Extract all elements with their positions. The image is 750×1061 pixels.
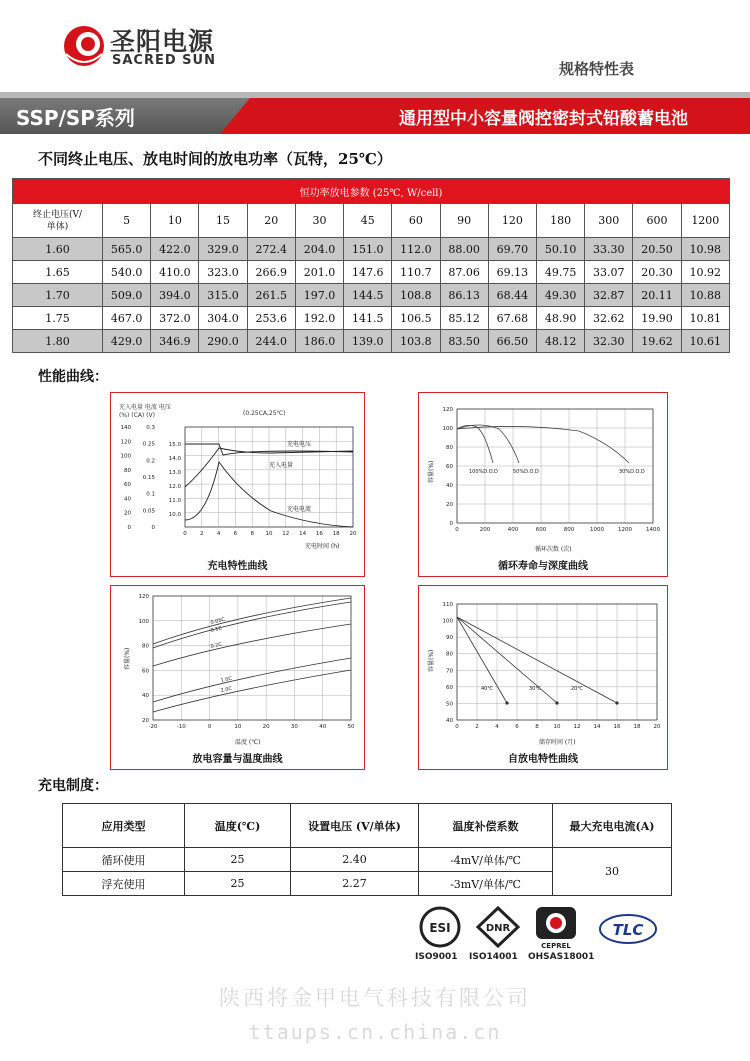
x-tick-label: 1000 bbox=[590, 527, 604, 533]
power-value-cell: 110.7 bbox=[392, 261, 440, 284]
power-value-cell: 244.0 bbox=[247, 330, 295, 353]
curve-02c-label: 0.2C bbox=[210, 641, 223, 650]
charge-condition: (0.25CA,25℃) bbox=[243, 410, 286, 417]
self-30c-line bbox=[457, 617, 557, 703]
power-value-cell: 323.0 bbox=[199, 261, 247, 284]
y-tick-label: 50 bbox=[446, 701, 453, 708]
power-value-cell: 261.5 bbox=[247, 284, 295, 307]
power-value-cell: 346.9 bbox=[151, 330, 199, 353]
cell-comp: -3mV/单体/℃ bbox=[419, 872, 553, 896]
x-tick-label: 4 bbox=[216, 531, 221, 537]
y-tick-label: 80 bbox=[446, 445, 453, 451]
watermark-site: ttaups.cn.china.cn bbox=[248, 1020, 502, 1044]
cell-comp: -4mV/单体/℃ bbox=[419, 848, 553, 872]
iso9001-label: ISO9001 bbox=[415, 952, 458, 962]
ceprel-cert-icon bbox=[532, 905, 580, 949]
self-discharge-panel bbox=[418, 585, 668, 770]
time-header-cell: 45 bbox=[344, 204, 392, 238]
x-tick-label: 14 bbox=[299, 531, 307, 537]
brand-name-en: SACRED SUN bbox=[112, 53, 216, 68]
y-tick-label: 100 bbox=[442, 426, 453, 432]
temp-30-label: 30℃ bbox=[529, 686, 541, 692]
x-tick-label: 10 bbox=[234, 724, 242, 730]
x-tick-label: 1400 bbox=[646, 527, 660, 533]
y-tick-label: 80 bbox=[142, 643, 149, 650]
power-value-cell: 69.13 bbox=[488, 261, 536, 284]
power-value-cell: 50.10 bbox=[536, 238, 584, 261]
time-header-cell: 20 bbox=[247, 204, 295, 238]
hdr-comp: 温度补偿系数 bbox=[419, 804, 553, 848]
power-value-cell: 329.0 bbox=[199, 238, 247, 261]
power-value-cell: 10.88 bbox=[681, 284, 729, 307]
cycle-y-label: 容量(%) bbox=[428, 460, 435, 483]
series-voltage-label: 充电电压 bbox=[287, 441, 312, 448]
y-tick-label: 100 bbox=[120, 453, 131, 460]
x-tick-label: 12 bbox=[573, 724, 581, 730]
power-value-cell: 253.6 bbox=[247, 307, 295, 330]
curve-20c-label: 2.0C bbox=[220, 685, 233, 694]
power-value-cell: 141.5 bbox=[344, 307, 392, 330]
power-value-cell: 49.30 bbox=[536, 284, 584, 307]
x-tick-label: 16 bbox=[315, 531, 323, 537]
hdr-temp: 温度(℃) bbox=[185, 804, 291, 848]
time-header-cell: 120 bbox=[488, 204, 536, 238]
power-row bbox=[13, 238, 730, 261]
x-tick-label: -10 bbox=[176, 724, 186, 730]
x-tick-label: 600 bbox=[535, 527, 547, 533]
temp-plot-frame bbox=[153, 596, 351, 720]
time-header-cell: 60 bbox=[392, 204, 440, 238]
self-discharge-title: 自放电特性曲线 bbox=[508, 754, 578, 765]
y-tick-label: 40 bbox=[446, 718, 453, 724]
power-value-cell: 85.12 bbox=[440, 307, 488, 330]
y2-tick-label: 0 bbox=[151, 525, 155, 531]
power-value-cell: 88.00 bbox=[440, 238, 488, 261]
temp-curve-panel bbox=[110, 585, 365, 770]
y2-tick-label: 0.1 bbox=[146, 491, 155, 498]
cell-type: 循环使用 bbox=[63, 848, 185, 872]
x-tick-label: 4 bbox=[495, 724, 499, 730]
cycle-x-label: 循环次数 (次) bbox=[535, 546, 572, 553]
self-y-label: 容量(%) bbox=[428, 649, 435, 672]
x-tick-label: 800 bbox=[563, 527, 575, 533]
y-tick-label: 40 bbox=[446, 483, 453, 489]
dnr-cert-icon bbox=[474, 905, 522, 949]
brand-name-cn: 圣阳电源 bbox=[110, 27, 215, 56]
x-tick-label: 0 bbox=[455, 724, 459, 730]
time-header-cell: 1200 bbox=[681, 204, 729, 238]
iso14001-label: ISO14001 bbox=[469, 952, 518, 962]
charge-hdr1: 充入电量 电流 电压 bbox=[119, 404, 171, 411]
y-tick-label: 60 bbox=[124, 482, 131, 489]
dod-50-label: 50%D.O.D bbox=[513, 469, 539, 475]
y-tick-label: 120 bbox=[442, 407, 453, 413]
y3-tick-label: 10.0 bbox=[168, 512, 181, 518]
power-row bbox=[13, 330, 730, 353]
power-value-cell: 106.5 bbox=[392, 307, 440, 330]
x-tick-label: 10 bbox=[265, 531, 273, 537]
y-tick-label: 60 bbox=[446, 684, 453, 691]
power-value-cell: 87.06 bbox=[440, 261, 488, 284]
power-value-cell: 197.0 bbox=[295, 284, 343, 307]
cycle-100dod-line bbox=[457, 425, 493, 463]
y3-tick-label: 11.0 bbox=[168, 498, 181, 504]
y-tick-label: 120 bbox=[138, 594, 149, 600]
y-tick-label: 80 bbox=[124, 467, 131, 474]
power-value-cell: 429.0 bbox=[103, 330, 151, 353]
power-value-cell: 147.6 bbox=[344, 261, 392, 284]
doc-type-label: 规格特性表 bbox=[558, 60, 634, 78]
x-tick-label: 10 bbox=[553, 724, 561, 730]
x-tick-label: 12 bbox=[282, 531, 290, 537]
temp-02c-line bbox=[153, 624, 351, 666]
self-discharge-chart bbox=[419, 586, 669, 751]
y2-tick-label: 0.3 bbox=[146, 425, 155, 431]
temp-x-label: 温度 (℃) bbox=[235, 739, 261, 746]
dod-100-label: 100%D.O.D bbox=[469, 469, 498, 475]
x-tick-label: 0 bbox=[207, 724, 212, 730]
temp-y-label: 容量(%) bbox=[124, 647, 131, 670]
x-tick-label: 14 bbox=[593, 724, 601, 730]
temp-20-label: 20℃ bbox=[571, 686, 583, 692]
y-tick-label: 100 bbox=[442, 618, 453, 625]
power-value-cell: 144.5 bbox=[344, 284, 392, 307]
brand-logo bbox=[62, 20, 222, 75]
charge-section-title: 充电制度： bbox=[38, 778, 108, 794]
x-tick-label: 50 bbox=[347, 724, 355, 730]
self-20c-end-point bbox=[615, 701, 618, 704]
ceprel-text: CEPREL bbox=[541, 942, 571, 949]
temp-curve-chart bbox=[111, 586, 366, 751]
power-value-cell: 422.0 bbox=[151, 238, 199, 261]
power-value-cell: 266.9 bbox=[247, 261, 295, 284]
x-tick-label: 20 bbox=[262, 724, 270, 730]
voltage-cell: 1.75 bbox=[13, 307, 103, 330]
tlc-cert-icon bbox=[598, 909, 658, 949]
voltage-cell: 1.60 bbox=[13, 238, 103, 261]
cell-voltage: 2.40 bbox=[291, 848, 419, 872]
power-value-cell: 410.0 bbox=[151, 261, 199, 284]
power-value-cell: 186.0 bbox=[295, 330, 343, 353]
x-tick-label: 400 bbox=[507, 527, 519, 533]
power-value-cell: 204.0 bbox=[295, 238, 343, 261]
charge-regime-table bbox=[62, 803, 672, 896]
power-value-cell: 108.8 bbox=[392, 284, 440, 307]
power-value-cell: 192.0 bbox=[295, 307, 343, 330]
y-tick-label: 60 bbox=[446, 464, 453, 470]
cycle-curve-title: 循环寿命与深度曲线 bbox=[498, 561, 588, 572]
power-row bbox=[13, 307, 730, 330]
power-table bbox=[12, 178, 730, 353]
series-title: SSP/SP系列 bbox=[16, 106, 135, 130]
x-tick-label: 2 bbox=[200, 531, 204, 537]
power-value-cell: 315.0 bbox=[199, 284, 247, 307]
y-tick-label: 20 bbox=[142, 718, 149, 724]
cycle-30dod-line bbox=[457, 426, 629, 463]
hdr-max-current: 最大充电电流(A) bbox=[553, 804, 672, 848]
y-tick-label: 60 bbox=[142, 668, 149, 675]
y-tick-label: 0 bbox=[127, 525, 131, 531]
power-value-cell: 49.75 bbox=[536, 261, 584, 284]
x-tick-label: 20 bbox=[653, 724, 661, 730]
y3-tick-label: 15.0 bbox=[168, 442, 181, 448]
time-header-cell: 90 bbox=[440, 204, 488, 238]
power-value-cell: 33.07 bbox=[585, 261, 633, 284]
power-value-cell: 10.98 bbox=[681, 238, 729, 261]
watermark-company: 陕西将金甲电气科技有限公司 bbox=[219, 986, 531, 1010]
cycle-curve-panel bbox=[418, 392, 668, 577]
curves-section-title: 性能曲线： bbox=[38, 369, 108, 385]
cell-max-current: 30 bbox=[553, 848, 672, 896]
y2-tick-label: 0.2 bbox=[146, 458, 155, 465]
power-value-cell: 83.50 bbox=[440, 330, 488, 353]
time-header-cell: 15 bbox=[199, 204, 247, 238]
row-header-cell bbox=[13, 204, 103, 238]
y3-tick-label: 12.0 bbox=[168, 484, 181, 490]
power-value-cell: 139.0 bbox=[344, 330, 392, 353]
power-value-cell: 48.90 bbox=[536, 307, 584, 330]
y2-tick-label: 0.25 bbox=[142, 441, 155, 448]
x-tick-label: 40 bbox=[319, 724, 327, 730]
power-value-cell: 467.0 bbox=[103, 307, 151, 330]
power-value-cell: 32.30 bbox=[585, 330, 633, 353]
x-tick-label: 0 bbox=[183, 531, 187, 537]
product-title: 通用型中小容量阀控密封式铅酸蓄电池 bbox=[399, 109, 688, 129]
x-tick-label: 18 bbox=[633, 724, 641, 730]
cycle-50dod-line bbox=[457, 425, 519, 463]
voltage-cell: 1.80 bbox=[13, 330, 103, 353]
cell-voltage: 2.27 bbox=[291, 872, 419, 896]
power-value-cell: 66.50 bbox=[488, 330, 536, 353]
y-tick-label: 90 bbox=[446, 635, 453, 642]
cell-type: 浮充使用 bbox=[63, 872, 185, 896]
x-tick-label: 30 bbox=[290, 724, 298, 730]
power-value-cell: 540.0 bbox=[103, 261, 151, 284]
series-current-label: 充电电流 bbox=[287, 506, 312, 513]
power-value-cell: 509.0 bbox=[103, 284, 151, 307]
power-value-cell: 86.13 bbox=[440, 284, 488, 307]
sun-logo-icon bbox=[62, 24, 106, 68]
power-value-cell: 19.90 bbox=[633, 307, 681, 330]
voltage-cell: 1.70 bbox=[13, 284, 103, 307]
power-value-cell: 20.50 bbox=[633, 238, 681, 261]
temp-curve-title: 放电容量与温度曲线 bbox=[192, 754, 283, 765]
row-header-line1: 终止电压(V/ bbox=[32, 209, 83, 220]
x-tick-label: 6 bbox=[515, 724, 519, 730]
power-table-caption: 恒功率放电参数 (25℃, W/cell) bbox=[13, 179, 730, 204]
ohsas-label: OHSAS18001 bbox=[528, 952, 595, 962]
self-30c-end-point bbox=[555, 701, 558, 704]
y-tick-label: 0 bbox=[449, 521, 453, 527]
y-tick-label: 100 bbox=[138, 618, 149, 625]
x-tick-label: 200 bbox=[479, 527, 491, 533]
x-tick-label: 8 bbox=[250, 531, 254, 537]
charge-x-label: 充电时间 (h) bbox=[305, 543, 340, 550]
y-tick-label: 80 bbox=[446, 651, 453, 658]
charge-curve-title: 充电特性曲线 bbox=[207, 561, 268, 572]
cell-temp: 25 bbox=[185, 848, 291, 872]
charge-curve-chart bbox=[111, 393, 366, 558]
power-value-cell: 103.8 bbox=[392, 330, 440, 353]
power-value-cell: 67.68 bbox=[488, 307, 536, 330]
charge-row-cycle bbox=[63, 848, 672, 872]
power-section-title: 不同终止电压、放电时间的放电功率（瓦特，25℃） bbox=[38, 150, 392, 168]
y3-tick-label: 14.0 bbox=[168, 456, 181, 462]
dnr-text: DNR bbox=[485, 923, 511, 934]
power-value-cell: 372.0 bbox=[151, 307, 199, 330]
power-value-cell: 304.0 bbox=[199, 307, 247, 330]
power-value-cell: 32.87 bbox=[585, 284, 633, 307]
power-value-cell: 201.0 bbox=[295, 261, 343, 284]
power-value-cell: 565.0 bbox=[103, 238, 151, 261]
temp-40-label: 40℃ bbox=[481, 686, 493, 692]
time-header-cell: 30 bbox=[295, 204, 343, 238]
time-header-cell: 5 bbox=[103, 204, 151, 238]
y2-tick-label: 0.15 bbox=[142, 475, 155, 481]
temp-10c-line bbox=[153, 658, 351, 702]
power-value-cell: 69.70 bbox=[488, 238, 536, 261]
x-tick-label: 2 bbox=[475, 724, 479, 730]
x-tick-label: 8 bbox=[535, 724, 539, 730]
power-value-cell: 19.62 bbox=[633, 330, 681, 353]
esi-cert-icon bbox=[416, 905, 464, 949]
x-tick-label: 18 bbox=[332, 531, 340, 537]
charge-table-header bbox=[63, 804, 672, 848]
time-header-cell: 180 bbox=[536, 204, 584, 238]
power-row bbox=[13, 284, 730, 307]
x-tick-label: 16 bbox=[613, 724, 621, 730]
row-header-line2: 单体) bbox=[46, 221, 69, 232]
power-value-cell: 10.81 bbox=[681, 307, 729, 330]
power-value-cell: 10.61 bbox=[681, 330, 729, 353]
self-x-label: 储存时间 (月) bbox=[539, 739, 576, 746]
hdr-app-type: 应用类型 bbox=[63, 804, 185, 848]
x-tick-label: 6 bbox=[233, 531, 238, 537]
y3-tick-label: 13.0 bbox=[168, 470, 181, 476]
power-table-header-row bbox=[13, 204, 730, 238]
self-40c-end-point bbox=[505, 701, 508, 704]
curve-10c-label: 1.0C bbox=[220, 675, 233, 684]
y-tick-label: 20 bbox=[446, 502, 453, 508]
power-value-cell: 32.62 bbox=[585, 307, 633, 330]
cycle-curve-chart bbox=[419, 393, 669, 558]
time-header-cell: 600 bbox=[633, 204, 681, 238]
power-value-cell: 20.30 bbox=[633, 261, 681, 284]
cell-temp: 25 bbox=[185, 872, 291, 896]
power-row bbox=[13, 261, 730, 284]
series-capacity-label: 充入电量 bbox=[269, 462, 294, 469]
y2-tick-label: 0.05 bbox=[142, 508, 155, 515]
y-tick-label: 40 bbox=[124, 496, 131, 503]
voltage-cell: 1.65 bbox=[13, 261, 103, 284]
power-value-cell: 272.4 bbox=[247, 238, 295, 261]
y-tick-label: 140 bbox=[120, 425, 131, 431]
esi-text: ESI bbox=[429, 921, 451, 935]
charge-curve-panel bbox=[110, 392, 365, 577]
time-header-cell: 300 bbox=[585, 204, 633, 238]
hdr-voltage: 设置电压 (V/单体) bbox=[291, 804, 419, 848]
x-tick-label: 20 bbox=[349, 531, 357, 537]
tlc-text: TLC bbox=[612, 921, 644, 939]
curve-005c-label: 0.05C bbox=[210, 616, 226, 626]
charge-hdr2: (%) (CA) (V) bbox=[119, 412, 155, 419]
y-tick-label: 40 bbox=[142, 693, 149, 700]
dod-30-label: 30%D.O.D bbox=[619, 469, 645, 475]
y-tick-label: 110 bbox=[442, 602, 453, 608]
power-value-cell: 151.0 bbox=[344, 238, 392, 261]
x-tick-label: -20 bbox=[148, 724, 158, 730]
power-value-cell: 20.11 bbox=[633, 284, 681, 307]
power-value-cell: 394.0 bbox=[151, 284, 199, 307]
y-tick-label: 120 bbox=[120, 439, 131, 446]
curve-01c-label: 0.1C bbox=[210, 625, 223, 634]
time-header-cell: 10 bbox=[151, 204, 199, 238]
x-tick-label: 1200 bbox=[618, 527, 632, 533]
y-tick-label: 20 bbox=[124, 510, 131, 517]
y-tick-label: 70 bbox=[446, 668, 453, 675]
power-value-cell: 112.0 bbox=[392, 238, 440, 261]
power-value-cell: 33.30 bbox=[585, 238, 633, 261]
x-tick-label: 0 bbox=[455, 527, 459, 533]
power-value-cell: 10.92 bbox=[681, 261, 729, 284]
power-value-cell: 290.0 bbox=[199, 330, 247, 353]
power-value-cell: 48.12 bbox=[536, 330, 584, 353]
power-value-cell: 68.44 bbox=[488, 284, 536, 307]
